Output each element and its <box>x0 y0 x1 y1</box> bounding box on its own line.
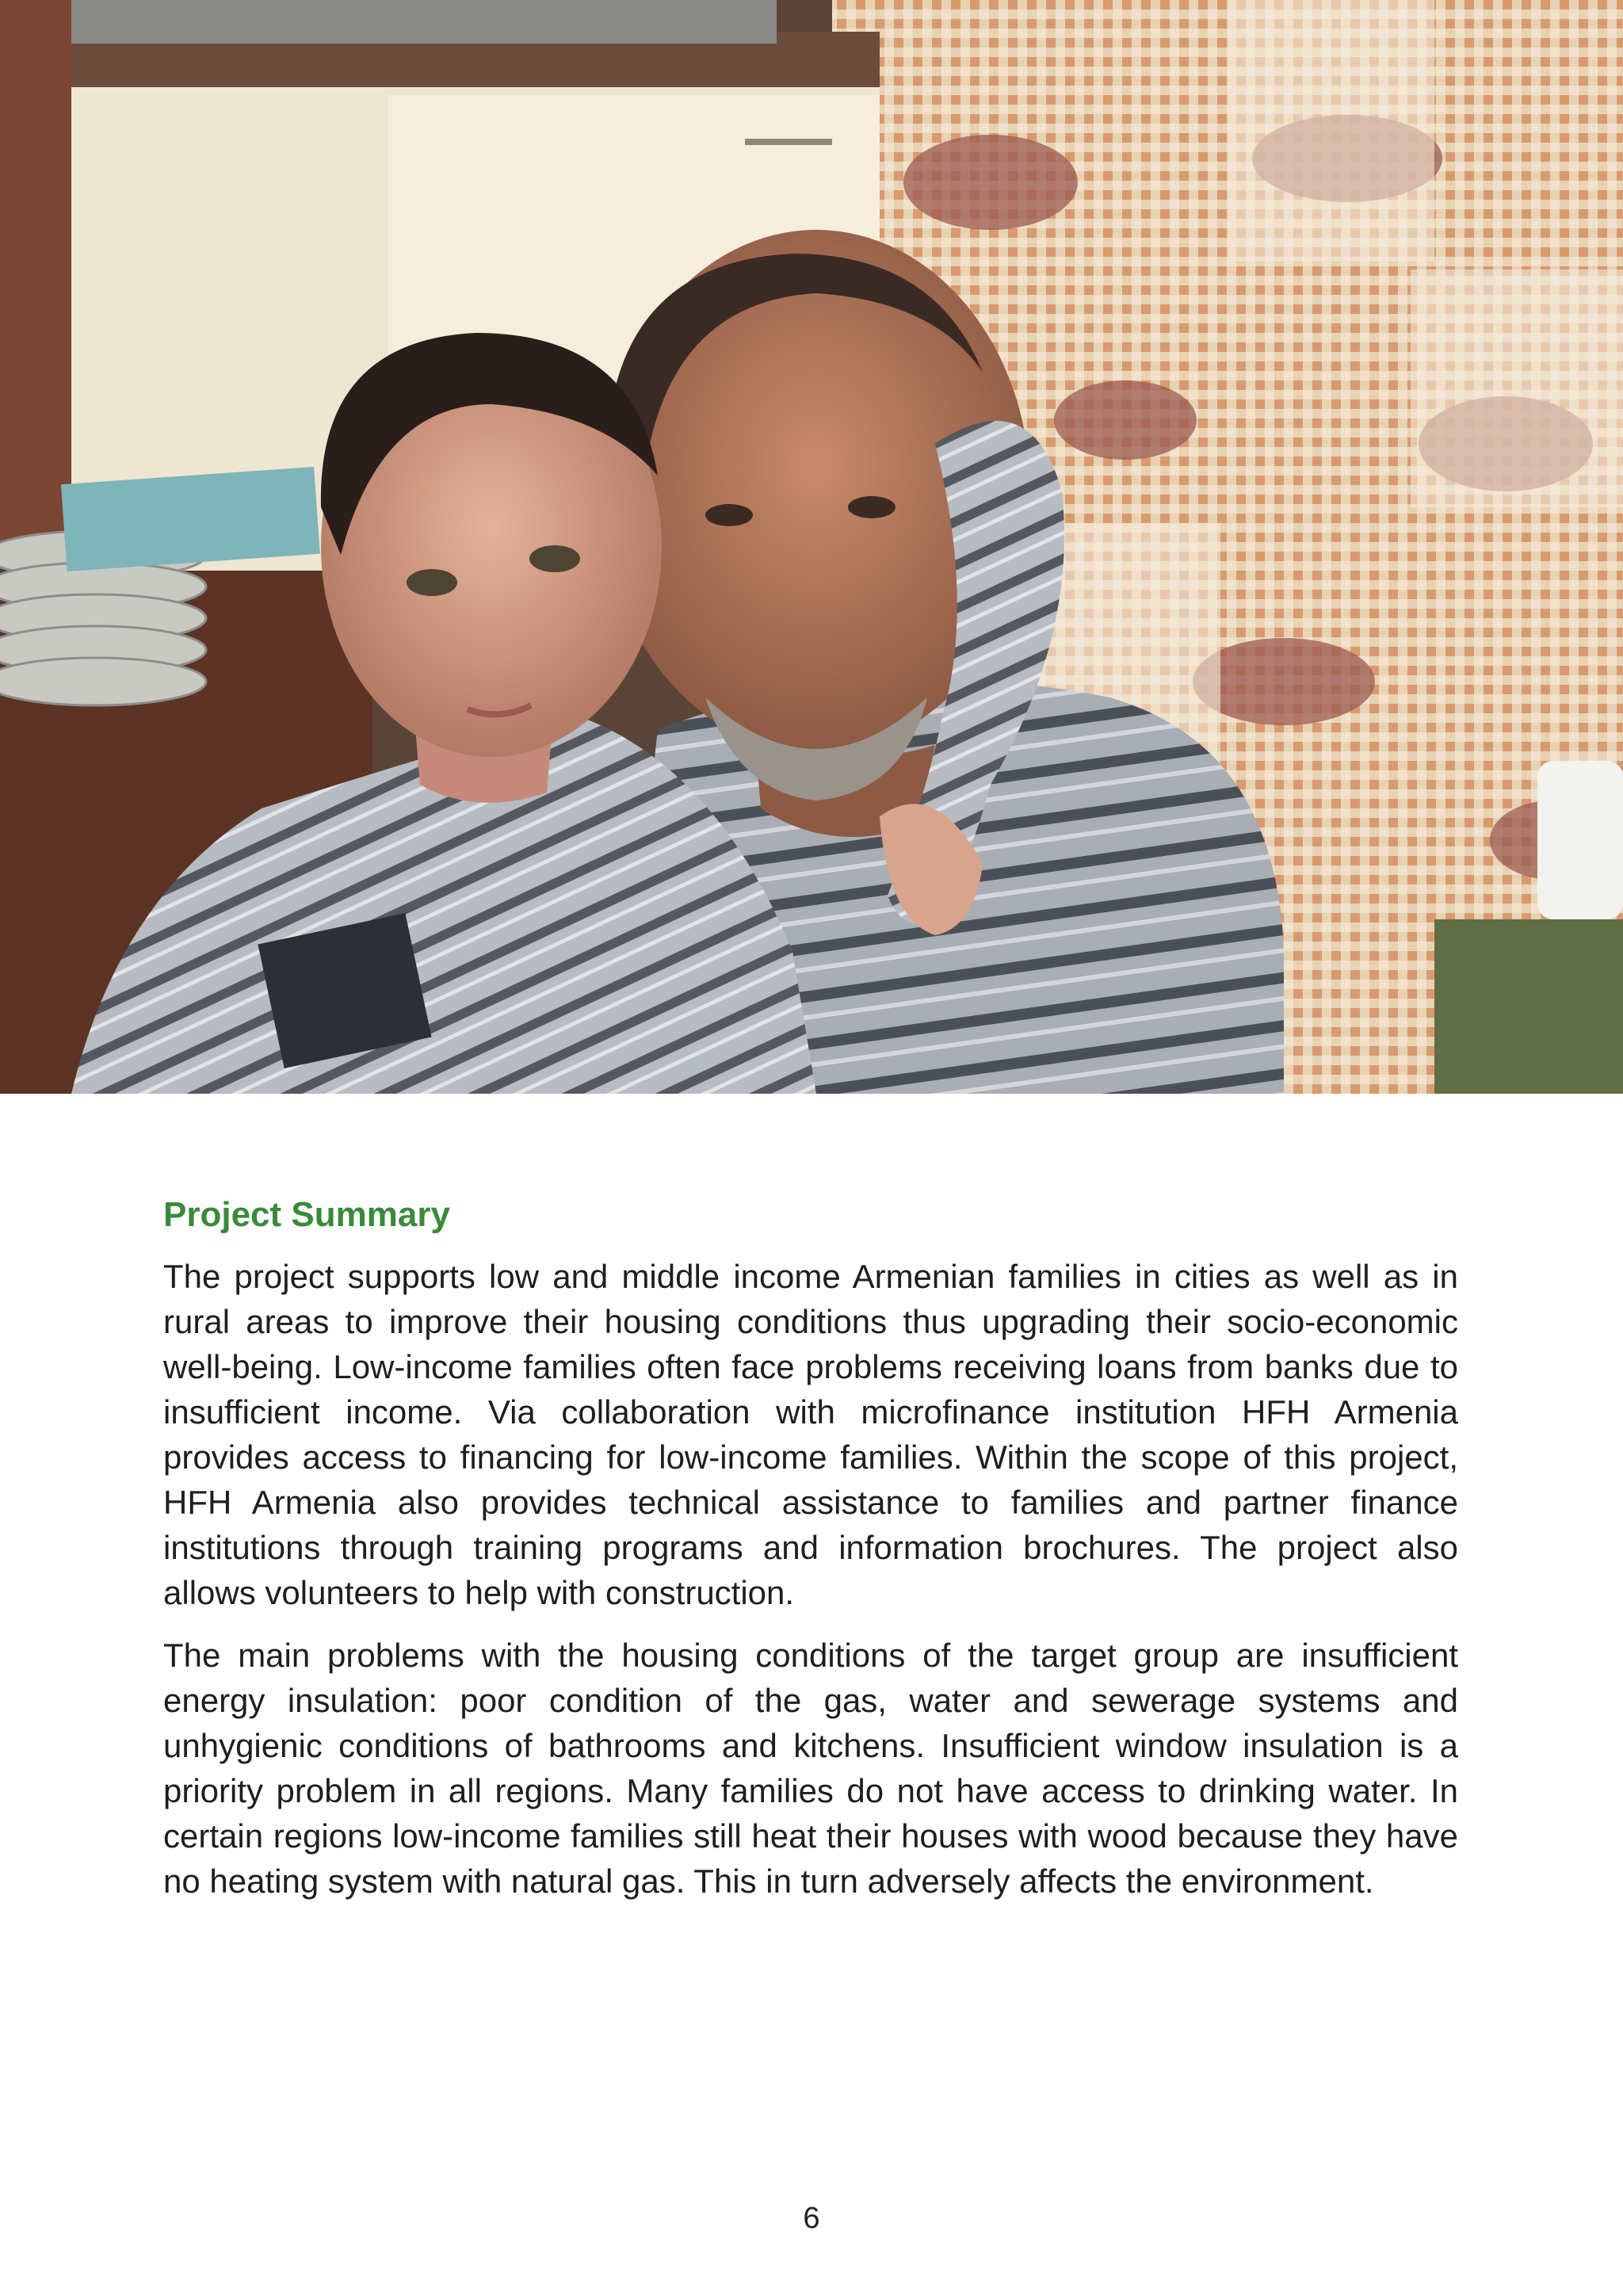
hero-photo <box>0 0 1623 1094</box>
section-heading: Project Summary <box>163 1195 450 1234</box>
page-number: 6 <box>803 2202 820 2235</box>
project-summary-section <box>163 1193 1458 1921</box>
summary-paragraph-1: The project supports low and middle income Armenian families in cities as well as in rural areas to improve their housing conditions thus upgrading their socio-economic well-being. Low-income families often face problems receiving loans from banks due to insufficient income. Via collaboration with microfinance institution HFH Armenia provides access to financing for low-income families. Within the scope of this project, HFH Armenia also provides technical assistance to families and partner finance institutions through training programs and information brochures. The project also allows volunteers to help with construction. <box>163 1258 1458 1611</box>
hero-photo-illustration <box>0 0 1623 1094</box>
summary-paragraph-2: The main problems with the housing conditions of the target group are insufficient energy insulation: poor condition of the gas, water and sewerage systems and unhygienic conditions of bathrooms and kitchens. Insufficient window insulation is a priority problem in all regions. Many families do not have access to drinking water. In certain regions low-income families still heat their houses with wood because they have no heating system with natural gas. This in turn adversely affects the environment. <box>163 1637 1458 1900</box>
